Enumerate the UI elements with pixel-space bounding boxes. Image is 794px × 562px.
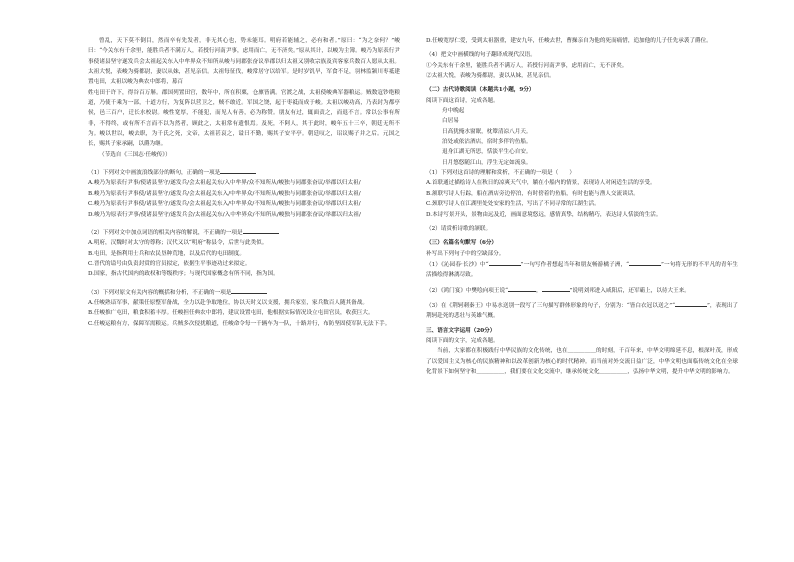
- question-3-option-a: A.任峻熟谙军事，献策任原整军备战，全力以赴争取地位，协以天时义以支援，拥兵家室，家兵数百人随其备战。: [88, 299, 368, 306]
- poem-question-2: （2）请赏析诗歌的颔联。: [426, 225, 492, 232]
- poem-title: 舟中晚起: [442, 108, 465, 115]
- poem-line: 退身江湖无所思，恬淡平生心自安。: [442, 149, 532, 156]
- dictation-intro: 补写出下列句子中的空缺部分。: [426, 250, 505, 257]
- question-1-option-d: D.峻乃为原表行尹事/使诸县坚守/遂发兵会/太祖起关东/入中牟界众/不知所从/峻独与同郡张奋议/举郡以归太祖/: [88, 211, 361, 218]
- answer-blank[interactable]: [508, 285, 536, 292]
- poem-question-1-option-a: A.首联通过描绘诗人在秋日的凉爽天气中，躺在小船内的情景，表现诗人对闲适生活的享受。: [426, 180, 656, 187]
- passage-paragraph: 姓屯田于许下，得谷百万斛。郡国列置田官，数年中，所在积粟，仓廪皆满。官渡之战，太祖使峻典军器粮运。贼数寇钞绝粮道，乃使千乘为一部，十道方行，为复阵以营卫之，贼不敢近。军国之饶，起于枣祗而成于峻。太祖以峻功高，乃表封为都亭侯，邑三百户，迁长水校尉。峻性宽厚，不能犯，而见人有善，必为称赞。朋友有过，辄面责之，而退不言。常以公事有所非，不得终，或有所不言而不以为然者，顾此之，太祖常有遗恨焉。及死，不阿人，其于此时，峻年五十三卒，朝廷无所不为。峻以世以，峻去职，为千氏之死，文帝，太祖甚哀之，谥曰不勤，赐其子安平亭。朝廷叹之，诏议赐子并之后。元国之长，赐其子家承嗣，以爵为继。: [88, 89, 400, 148]
- answer-blank[interactable]: [675, 300, 707, 307]
- question-4-item: ②太祖大悦，表峻为骑都尉，妻以从妹，甚见亲信。: [426, 73, 555, 80]
- poem-block: [426, 106, 738, 168]
- passage-source: （节选自《三国志·任峻传》）: [99, 151, 171, 158]
- answer-blank[interactable]: [489, 259, 521, 266]
- passage-paragraph: 曾乱，天下莫不倒目，然而卒有先发者，非无其心也，势未能耳。明府若能辅之，必有和者。”原曰：“为之奈何？”峻曰：“今关东有千余里，能胜兵者不满万人，若授行河南尹事，虑用而亡，无不济矣。”原从其计，以峻为主簿。峻乃为原表行尹事使诸县坚守遂发兵会太祖起关东入中牟界众不知所从峻与同郡张奋议举郡以归太祖又别收宗族及宾客家兵数百人愿从太祖。太祖大悦，表峻为骑都尉，妻以从妹，甚见亲信。太祖每征伐，峻常居守以给军。是时岁饥旱，军食不足，羽林监颍川枣祗建置屯田，太祖以峻为典农中郎将，募百: [88, 38, 400, 86]
- poem-question-1-stem: （1）下列对这首诗的理解和赏析，不正确的一项是（ ）: [426, 170, 575, 177]
- poem-question-1-option-d: D.本诗写景开头，景物由远及近，画面意境悠远，感情真挚，结构精巧，表达诗人恬淡的生活。: [426, 211, 662, 218]
- poem-line: 日月悠悠随江山，浮生无定如流泉。: [442, 159, 532, 166]
- question-2-stem: （2）下列对文中加点词语的相关内容的解说，不正确的一项是: [88, 227, 400, 238]
- section-heading-dictation: （三）名篇名句默写（6分）: [426, 240, 498, 247]
- question-1-option-b: B.峻乃为原表行尹事使/诸县坚守/遂发兵/会太祖起关东入/中牟界众/不知所从/峻独与同郡张奋议/举郡以归太祖/: [88, 190, 361, 197]
- poem-line: 日高犹掩水窗眠，枕簟清凉八月天。: [442, 128, 532, 135]
- question-2-option-b: B.屯田，是指利用士兵和农民垦种荒地，以及后代的屯田制度。: [88, 250, 245, 257]
- poem-question-1-option-c: C.颈联写诗人在江湖里处处安家的生活，写出了不同寻常的江湖生活。: [426, 201, 600, 208]
- answer-blank[interactable]: [542, 285, 570, 292]
- question-1-option-c: C.峻乃为原表行尹事使/诸县坚守/遂发兵/会太祖起关东入/中牟界众/不知所从/峻独与同郡张奋议/举郡以归太祖/: [88, 201, 361, 208]
- poem-intro: 阅读下面这首诗，完成各题。: [426, 97, 499, 104]
- dictation-item-3: （3）在《荆轲刺秦王》中易水送别一段写了三句描写群体形象的句子，分别为：“皆白衣冠以送之”“ ”，表现出了荆轲赴死的悲壮与英雄气概。: [426, 300, 738, 322]
- language-intro: 阅读下面的文字，完成各题。: [426, 337, 499, 344]
- right-column: [426, 36, 738, 377]
- question-4-item: ①今关东有千余里，能胜兵者不满万人，若授行河南尹事，虑用而亡，无不济矣。: [426, 62, 628, 69]
- dictation-item-1: （1）《沁园春·长沙》中“ ”一句写作者想起当年和朋友畅游橘子洲，“ ”一句将无形的不平凡的青年生活描绘得淋漓尽致。: [426, 259, 738, 281]
- question-2-option-a: A.明府，汉魏时对太守的尊称；汉代又以“明府”称县令，后世与此类似。: [88, 240, 268, 247]
- language-paragraph: 当前，大家都在积极践行中华民族的文化传统，也在＿＿＿＿＿的时刻，千百年来，中华文明绵延不息，根深叶茂，形成了以爱国主义为核心的民族精神和以改革创新为核心的时代精神。而当前对外交流日益广泛，中华文明也面临传统文化在全球化背景下如何坚守和＿＿＿＿＿，我们要在文化交流中，继承传统文化＿＿＿＿＿，弘扬中华文明，提升中华文明的影响力。: [426, 348, 738, 375]
- question-3-option-d: D.任峻宽厚仁爱，受到太祖器重，建安九年，任峻去世，曹操亲自为他的死而痛惜，追加他的儿子任先承袭了爵位。: [426, 38, 712, 44]
- poem-question-1-option-b: B.颔联写诗人行踪，船在酒店旁边停泊，有时傍着钓鱼船，有时也能与渔人交流谈话。: [426, 190, 639, 197]
- question-3-option-b: B.任峻推广屯田，粮食积蓄丰厚。任峻担任典农中郎将，建议设置屯田，他根据实际情况设立屯田官员，收获巨大。: [88, 310, 374, 317]
- poem-author: 白居易: [442, 118, 459, 125]
- question-2-option-d: D.国家，指古代国内的政权和等级秩序；与现代国家概念有所不同，指为国。: [88, 271, 279, 278]
- question-3-stem: （3）下列对原文有关内容的概括和分析，不正确的一项是: [88, 287, 400, 298]
- answer-blank[interactable]: [629, 259, 661, 266]
- question-2-option-c: C.晋代的谥号由负责封赏的官员拟定，依据生平事迹功过来拟定。: [88, 260, 251, 267]
- question-1-option-a: A.峻乃为原表行尹事/使诸县坚守/遂发兵/会太祖起关东/入中牟界/众不知所从/峻独与同郡张奋议/举郡以归太祖/: [88, 180, 361, 187]
- question-4-stem: （4）把文中画横线的句子翻译成现代汉语。: [426, 52, 536, 59]
- section-heading-poetry: （二）古代诗歌阅读（本题共1小题，9分）: [426, 87, 535, 94]
- dictation-item-2: （2）《鸿门宴》中樊哙向项王说“ ， ”说明刘邦进入咸阳后，还军霸上，以待大王来。: [426, 285, 738, 296]
- question-1-stem: （1）下列对文中画波浪线部分的断句，正确的一项是: [88, 167, 400, 178]
- question-3-option-c: C.任峻运粮有方，保障军需粮运。兵贼多次侵扰粮道，任峻命令每一千辆车为一队，十路并行，布防坚固使军队无法下手。: [88, 320, 391, 327]
- left-column: [88, 36, 400, 329]
- section-heading-language: 三、语言文字运用（20分）: [426, 327, 496, 334]
- poem-line: 泊处或依沽酒店，宿时多伴钓鱼船。: [442, 139, 532, 146]
